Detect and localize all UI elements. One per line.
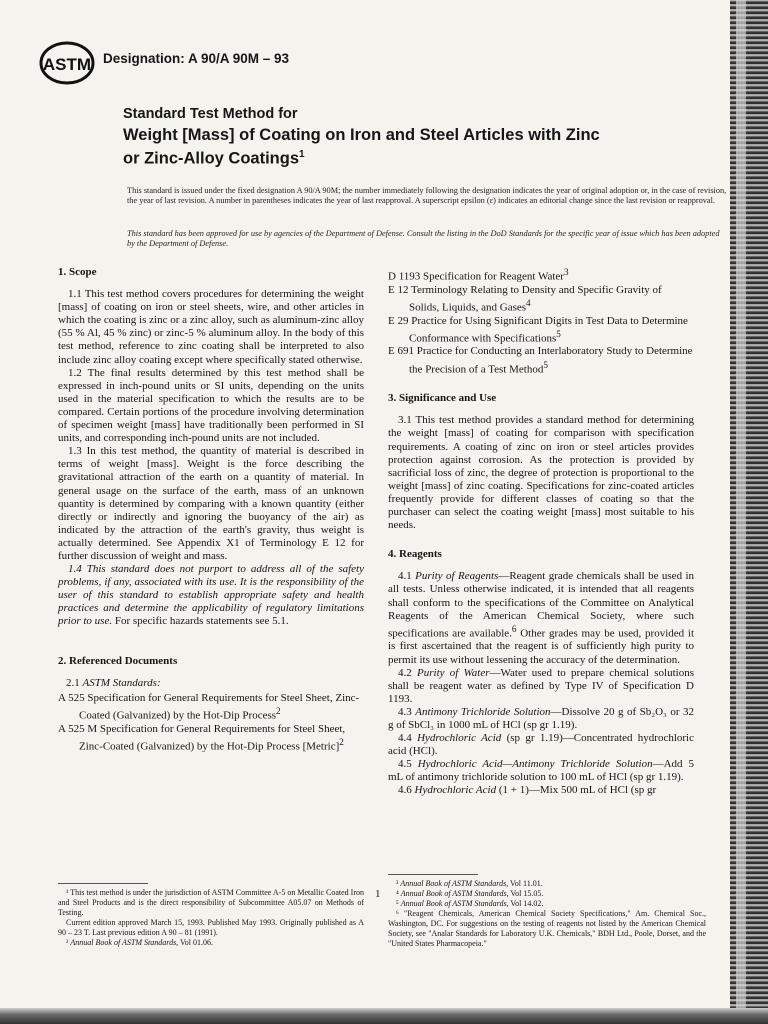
- left-column: [58, 266, 364, 753]
- astm-logo: [38, 40, 96, 86]
- footnote-rule: [58, 883, 148, 884]
- footnote-title: Annual Book of ASTM Standards,: [400, 899, 509, 908]
- footnote-title: Annual Book of ASTM Standards,: [400, 879, 509, 888]
- reagents-4-4-title: Hydrochloric Acid: [417, 732, 502, 745]
- title-line-3-text: or Zinc-Alloy Coatings: [123, 149, 300, 168]
- designation: Designation: A 90/A 90M – 93: [103, 51, 290, 66]
- footnotes-left: [58, 883, 364, 948]
- footnote-2-mark: ²: [66, 938, 71, 947]
- reagents-4-3-title: Antimony Trichloride Solution: [415, 705, 551, 718]
- title-line-1: Standard Test Method for: [123, 106, 298, 122]
- footnote-2-title: Annual Book of ASTM Standards,: [70, 938, 179, 947]
- reagents-4-4-text: (sp gr 1.19)—Concentrated hydrochloric acid (HCl).: [388, 732, 694, 758]
- title-line-2: Weight [Mass] of Coating on Iron and Steel Articles with Zinc: [123, 126, 600, 144]
- scope-1-4-rest: For specific hazards statements see 5.1.: [112, 615, 289, 628]
- reference-text: E 29 Practice for Using Significant Digits in Test Data to Determine Conformance with Specifications: [388, 314, 688, 345]
- reagents-4-6-text: (1 + 1)—Mix 500 mL of HCl (sp gr: [496, 784, 657, 797]
- scan-edge-right: [730, 0, 768, 1024]
- reagents-4-2-title: Purity of Water: [417, 666, 490, 679]
- footnote-rule: [388, 874, 478, 875]
- reagents-4-5: [388, 758, 694, 784]
- reagents-4-2-label: 4.2: [398, 666, 418, 679]
- reagents-4-5-title: Hydrochloric Acid—Antimony Trichloride Solution: [417, 758, 653, 771]
- title-footnote-mark: 1: [299, 149, 305, 160]
- scope-1-3: 1.3 In this test method, the quantity of material is described in terms of weight [mass]. Weight is the force describing the gravitational attraction of the earth on a quantity of material. In general usage on the surface of the earth, mass of an unknown quantity is determined by comparing with a known quantity (either directly or indirectly and ignoring the buoyancy of the air) as indicated by the attraction of the earth's gravity, thus weight is actually determined. See Appendix X1 of Terminology E 12 for further discussion of weight and mass.: [58, 445, 364, 562]
- reagents-4-3-label: 4.3: [398, 705, 416, 718]
- scope-heading: 1. Scope: [58, 266, 97, 278]
- footnote-1: ¹ This test method is under the jurisdiction of ASTM Committee A-5 on Metallic Coated Iron and Steel Products and is the direct responsibility of Subcommittee A05.07 on Methods of Testing.: [58, 888, 364, 917]
- reagents-4-1-label: 4.1: [398, 570, 416, 583]
- reference-text: A 525 M Specification for General Requirements for Steel Sheet, Zinc-Coated (Galvanized) by the Hot-Dip Process [Metric]: [58, 722, 346, 753]
- reagents-4-1-sup: 6: [511, 623, 517, 634]
- footnote-2: [58, 938, 364, 948]
- reagents-4-6-title: Hydrochloric Acid: [414, 784, 497, 797]
- defense-notice: This standard has been approved for use by agencies of the Department of Defense. Consult the listing in the DoD Standards for the specific year of issue which has been adopted by the Department of Defense.: [127, 229, 720, 249]
- scope-1-4: [58, 563, 364, 628]
- reference-sup: 5: [556, 328, 561, 339]
- scope-1-2: 1.2 The final results determined by this test method shall be expressed in inch-pound units or SI units, depending on the units used in the material specification to which the results are to be compared. Certain portions of the procedure involving determination of specimen weight [mass] have traditionally been performed in SI units, and corresponding inch-pound units are not included.: [58, 366, 364, 445]
- reagents-4-4-label: 4.4: [398, 732, 418, 745]
- reference-item: [58, 692, 364, 723]
- title-line-3: [123, 145, 723, 169]
- reference-sup: 5: [543, 359, 548, 370]
- reagents-4-2: [388, 667, 694, 706]
- reagents-4-3: [388, 706, 694, 732]
- footnote-4: [388, 889, 706, 899]
- reference-item: [58, 723, 364, 754]
- footnote-text: Vol 15.05.: [508, 889, 544, 898]
- footnote-text: Vol 11.01.: [508, 879, 543, 888]
- reference-text: E 12 Terminology Relating to Density and Specific Gravity of Solids, Liquids, and Gases: [388, 283, 662, 314]
- reagents-4-6-label: 4.6: [398, 784, 415, 797]
- reagents-4-1-text2: Other grades may be used, provided it is first ascertained that the reagent is of sufficiently high purity to permit its use without lessening the accuracy of the determination.: [388, 627, 695, 666]
- reference-sup: 2: [339, 736, 344, 747]
- footnotes-right: [388, 874, 706, 949]
- reference-sup: 3: [563, 267, 569, 277]
- reference-item: [388, 315, 694, 346]
- right-column: [388, 266, 694, 798]
- reagents-4-3-text: —Dissolve 20 g of Sb₂O₃ or 32 g of SbCl₃ in 1000 mL of HCl (sp gr 1.19).: [388, 705, 694, 731]
- reagents-4-1: [388, 570, 694, 666]
- title-block: [123, 106, 723, 169]
- reference-item: [388, 345, 694, 376]
- footnote-mark: ⁴: [396, 889, 401, 898]
- references-sub-title: ASTM Standards:: [82, 676, 161, 689]
- scan-edge-bottom: [0, 1008, 768, 1024]
- footnote-2-text: Vol 01.06.: [178, 938, 214, 947]
- scope-1-1: 1.1 This test method covers procedures for determining the weight [mass] of coating on iron or steel sheets, wire, and other articles in which the coating is zinc or a zinc alloy, such as aluminum-zinc alloy (55 % Al, 45 % zinc) or zinc-5 % aluminum alloy. In the body of this test method, reference to zinc coating shall be interpreted to also include zinc alloy coating except where specifically stated otherwise.: [58, 288, 364, 366]
- reagents-4-1-title: Purity of Reagents: [415, 570, 499, 583]
- reference-sup: 2: [276, 705, 281, 716]
- references-heading: 2. Referenced Documents: [58, 654, 178, 667]
- reference-text: D 1193 Specification for Reagent Water: [388, 270, 564, 283]
- reference-sup: 4: [526, 297, 531, 308]
- references-sub: [58, 677, 364, 690]
- reagents-4-1-text: —Reagent grade chemicals shall be used in all tests. Unless otherwise indicated, it is intended that all reagents shall conform to the specifications of the Committee on Analytical Reagents of the American Chemical Society, where such specifications are available.: [388, 570, 695, 640]
- footnote-1-edition: Current edition approved March 15, 1993. Published May 1993. Originally published as A 90 – 23 T. Last previous edition A 90 – 81 (1991).: [58, 918, 364, 937]
- reagents-4-5-text: —Add 5 mL of antimony trichloride solution to 100 mL of HCl (sp gr 1.19).: [388, 758, 694, 784]
- footnote-mark: ⁵: [396, 899, 401, 908]
- footnote-text: Vol 14.02.: [508, 899, 544, 908]
- footnote-mark: ³: [396, 879, 401, 888]
- page-number: 1: [375, 888, 381, 900]
- reagents-4-4: [388, 732, 694, 758]
- footnote-3: [388, 879, 706, 889]
- significance-heading: 3. Significance and Use: [388, 392, 497, 405]
- reference-item: [388, 266, 694, 284]
- reagents-4-6: [388, 784, 694, 797]
- reagents-4-5-label: 4.5: [398, 758, 418, 771]
- reagents-heading: 4. Reagents: [388, 548, 442, 561]
- reagents-4-2-text: —Water used to prepare chemical solutions shall be reagent water as defined by Type IV of Specification D 1193.: [388, 666, 694, 705]
- issue-notice: This standard is issued under the fixed designation A 90/A 90M; the number immediately following the designation indicates the year of original adoption or, in the case of revision, the year of last revision. A number in parentheses indicates the year of last reapproval. A superscript epsilon (ε) indicates an editorial change since the last revision or reapproval.: [127, 186, 727, 206]
- footnote-5: [388, 899, 706, 909]
- references-sub-label: 2.1: [66, 676, 83, 689]
- footnote-title: Annual Book of ASTM Standards,: [400, 889, 509, 898]
- scope-1-4-italic: 1.4 This standard does not purport to address all of the safety problems, if any, associated with its use. It is the responsibility of the user of this standard to establish appropriate safety and health practices and determine the applicability of regulatory limitations prior to use.: [58, 563, 364, 628]
- logo-text: ASTM: [42, 55, 92, 74]
- reference-text: A 525 Specification for General Requirements for Steel Sheet, Zinc-Coated (Galvanized) by the Hot-Dip Process: [58, 691, 360, 722]
- significance-3-1: 3.1 This test method provides a standard method for determining the weight [mass] of coating for comparison with specification requirements. A coating of zinc on iron or steel articles provides protection against corrosion. As the protection is provided by sacrificial loss of zinc, the degree of protection is proportional to the weight [mass] of zinc coating. Specifications for zinc-coated articles frequently provide for different classes of coating so that the purchaser can select the coating weight [mass] most suitable to his needs.: [388, 414, 694, 532]
- footnote-6: ⁶ "Reagent Chemicals, American Chemical Society Specifications," Am. Chemical Soc., Washington, DC. For suggestions on the testing of reagents not listed by the American Chemical Society, see "Analar Standards for Laboratory U.K. Chemicals," BDH Ltd., Poole, Dorset, and the "United States Pharmacopeia.": [388, 909, 706, 948]
- reference-item: [388, 284, 694, 315]
- reference-text: E 691 Practice for Conducting an Interlaboratory Study to Determine the Precision of a Test Method: [388, 345, 693, 376]
